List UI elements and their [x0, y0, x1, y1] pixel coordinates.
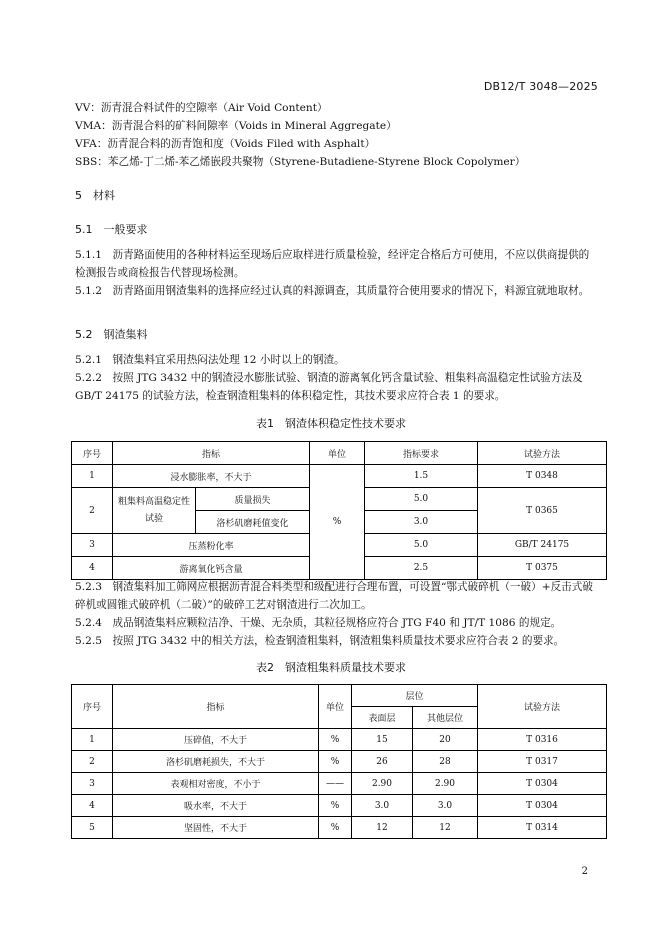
cell-no: 5	[72, 817, 113, 839]
cell-requirement: 5.0	[365, 488, 478, 511]
cell-no: 1	[72, 465, 113, 488]
cell-method: T 0348	[478, 465, 607, 488]
cell-other: 3.0	[413, 795, 478, 817]
cell-requirement: 2.5	[365, 557, 478, 580]
header-cell: 表面层	[352, 707, 413, 729]
table-row	[72, 817, 607, 839]
header-cell: 试验方法	[478, 685, 607, 729]
section-5-2-heading: 5.2 钢渣集料	[75, 328, 148, 341]
clause-5-2-5: 5.2.5 按照 JTG 3432 中的相关方法，检查钢渣粗集料，钢渣粗集料质量技术要求应符合表 2 的要求。	[75, 635, 565, 647]
abbreviation-vfa: VFA：沥青混合料的沥青饱和度（Voids Filed with Asphalt）	[75, 138, 376, 150]
table-row	[72, 751, 607, 773]
cell-method: T 0375	[478, 557, 607, 580]
header-cell: 指标	[113, 685, 319, 729]
clause-5-2-4: 5.2.4 成品钢渣集料应颗粒洁净、干燥、无杂质，其粒径规格应符合 JTG F40 和 JT/T 1086 的规定。	[75, 617, 562, 629]
cell-no: 4	[72, 795, 113, 817]
cell-method: T 0316	[478, 729, 607, 751]
cell-no: 3	[72, 773, 113, 795]
cell-no: 4	[72, 557, 113, 580]
table-1-caption: 表1 钢渣体积稳定性技术要求	[256, 417, 406, 430]
clause-5-2-1: 5.2.1 钢渣集料宜采用热闷法处理 12 小时以上的钢渣。	[75, 354, 345, 366]
cell-surface: 15	[352, 729, 413, 751]
cell-indicator: 洛杉矶磨耗损失，不大于	[113, 751, 319, 773]
table-2-caption: 表2 钢渣粗集料质量技术要求	[256, 661, 406, 674]
cell-indicator: 游离氧化钙含量	[113, 557, 310, 580]
cell-requirement: 1.5	[365, 465, 478, 488]
clause-5-2-3: 5.2.3 钢渣集料加工筛网应根据沥青混合料类型和级配进行合理布置，可设置“鄂式破碎机（一破）+反击式破碎机或圆锥式破碎机（二破）”的破碎工艺对钢渣进行二次加工。	[75, 581, 593, 611]
cell-no: 2	[72, 751, 113, 773]
cell-indicator: 浸水膨胀率，不大于	[113, 465, 310, 488]
cell-method: T 0304	[478, 773, 607, 795]
clause-5-2-2: 5.2.2 按照 JTG 3432 中的钢渣浸水膨胀试验、钢渣的游离氧化钙含量试验、粗集料高温稳定性试验方法及 GB/T 24175 的试验方法，检查钢渣粗集料的体积稳定性，其技术要求应符合表 1 的要求。	[75, 372, 583, 402]
cell-method: T 0304	[478, 795, 607, 817]
header-cell: 试验方法	[478, 442, 607, 465]
table-2	[71, 684, 607, 839]
table-row	[72, 795, 607, 817]
header-cell: 单位	[319, 685, 352, 729]
cell-no: 1	[72, 729, 113, 751]
cell-indicator: 坚固性，不大于	[113, 817, 319, 839]
table-row	[72, 773, 607, 795]
cell-no: 2	[72, 488, 113, 534]
table-1	[71, 441, 607, 580]
section-5-1-heading: 5.1 一般要求	[75, 223, 148, 236]
table-header-row	[72, 685, 607, 707]
cell-unit: %	[319, 817, 352, 839]
document-id: DB12/T 3048—2025	[483, 80, 598, 93]
abbreviation-vv: VV：沥青混合料试件的空隙率（Air Void Content）	[75, 102, 328, 114]
cell-unit: %	[319, 729, 352, 751]
clause-5-1-1: 5.1.1 沥青路面使用的各种材料运至现场后应取样进行质量检验，经评定合格后方可使用，不应以供商提供的检测报告或商检报告代替现场检测。	[75, 249, 590, 279]
cell-indicator: 吸水率，不大于	[113, 795, 319, 817]
header-cell: 序号	[72, 442, 113, 465]
abbreviation-vma: VMA：沥青混合料的矿料间隙率（Voids in Mineral Aggregate）	[75, 120, 397, 132]
cell-unit: %	[310, 465, 365, 580]
header-cell: 序号	[72, 685, 113, 729]
header-cell: 指标	[113, 442, 310, 465]
cell-method: T 0317	[478, 751, 607, 773]
cell-method: T 0314	[478, 817, 607, 839]
header-cell: 其他层位	[413, 707, 478, 729]
cell-other: 2.90	[413, 773, 478, 795]
cell-unit: %	[319, 751, 352, 773]
cell-indicator: 质量损失	[196, 488, 310, 511]
cell-unit: %	[319, 795, 352, 817]
cell-surface: 3.0	[352, 795, 413, 817]
cell-indicator: 压碎值，不大于	[113, 729, 319, 751]
abbreviation-sbs: SBS：苯乙烯-丁二烯-苯乙烯嵌段共聚物（Styrene-Butadiene-Styrene Block Copolymer）	[75, 156, 526, 168]
table-row	[72, 465, 607, 488]
cell-indicator: 表观相对密度，不小于	[113, 773, 319, 795]
cell-group: 粗集料高温稳定性试验	[113, 488, 196, 534]
cell-requirement: 5.0	[365, 534, 478, 557]
cell-no: 3	[72, 534, 113, 557]
header-cell: 单位	[310, 442, 365, 465]
cell-requirement: 3.0	[365, 511, 478, 534]
cell-surface: 12	[352, 817, 413, 839]
cell-method: T 0365	[478, 488, 607, 534]
clause-5-1-2: 5.1.2 沥青路面用钢渣集料的选择应经过认真的料源调查，其质量符合使用要求的情况下，料源宜就地取材。	[75, 285, 590, 297]
table-row	[72, 729, 607, 751]
cell-unit: ——	[319, 773, 352, 795]
cell-method: GB/T 24175	[478, 534, 607, 557]
cell-other: 20	[413, 729, 478, 751]
cell-other: 28	[413, 751, 478, 773]
cell-other: 12	[413, 817, 478, 839]
cell-indicator: 压蒸粉化率	[113, 534, 310, 557]
cell-indicator: 洛杉矶磨耗值变化	[196, 511, 310, 534]
cell-surface: 2.90	[352, 773, 413, 795]
section-5-heading: 5 材料	[75, 189, 115, 202]
header-cell: 层位	[352, 685, 478, 707]
table-header-row	[72, 442, 607, 465]
page-number: 2	[581, 866, 588, 877]
cell-surface: 26	[352, 751, 413, 773]
header-cell: 指标要求	[365, 442, 478, 465]
